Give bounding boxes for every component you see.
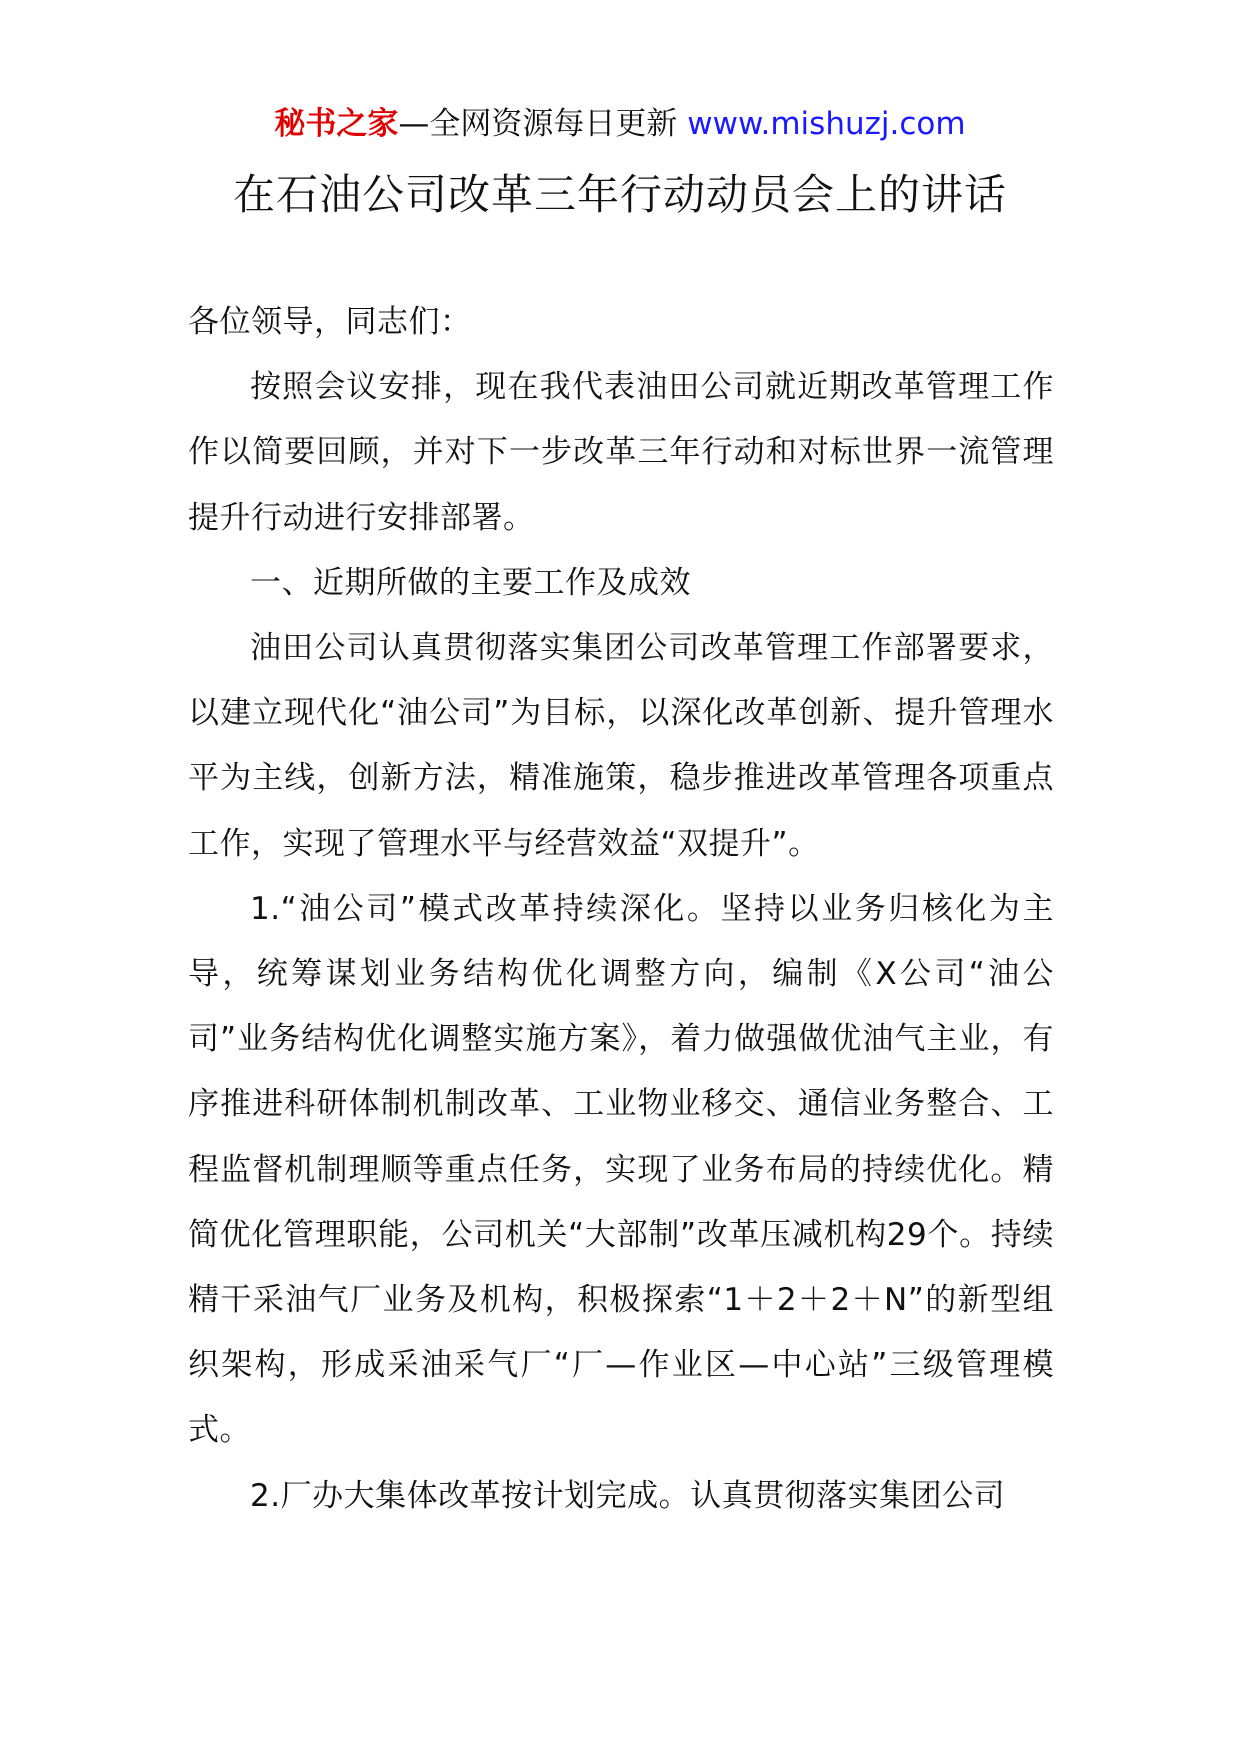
body-paragraph: 2.厂办大集体改革按计划完成。认真贯彻落实集团公司 (250, 1477, 1006, 1514)
body-paragraph: 按照会议安排，现在我代表油田公司就近期改革管理工作作以简要回顾，并对下一步改革三年行动和对标世界一流管理提升行动进行安排部署。 (188, 369, 1054, 536)
brand-name: 秘书之家 (274, 106, 399, 142)
document-body (188, 290, 1054, 1529)
document-title: 在石油公司改革三年行动动员会上的讲话 (232, 170, 1007, 219)
body-paragraph: 油田公司认真贯彻落实集团公司改革管理工作部署要求，以建立现代化“油公司”为目标，以深化改革创新、提升管理水平为主线，创新方法，精准施策，稳步推进改革管理各项重点工作，实现了管理水平与经营效益“双提升”。 (188, 630, 1054, 862)
site-url-link[interactable]: www.mishuzj.com (687, 106, 966, 142)
body-paragraph: 1.“油公司”模式改革持续深化。坚持以业务归核化为主导，统筹谋划业务结构优化调整方向，编制《X公司“油公司”业务结构优化调整实施方案》，着力做强做优油气主业，有序推进科研体制机制改革、工业物业移交、通信业务整合、工程监督机制理顺等重点任务，实现了业务布局的持续优化。精简优化管理职能，公司机关“大部制”改革压减机构29个。持续精干采油气厂业务及机构，积极探索“1＋2＋2＋N”的新型组织架构，形成采油采气厂“厂—作业区—中心站”三级管理模式。 (188, 890, 1054, 1449)
salutation: 各位领导，同志们： (188, 304, 472, 340)
section-heading: 一、近期所做的主要工作及成效 (250, 564, 691, 601)
site-header (0, 100, 1240, 148)
header-slogan: —全网资源每日更新 (398, 106, 678, 142)
